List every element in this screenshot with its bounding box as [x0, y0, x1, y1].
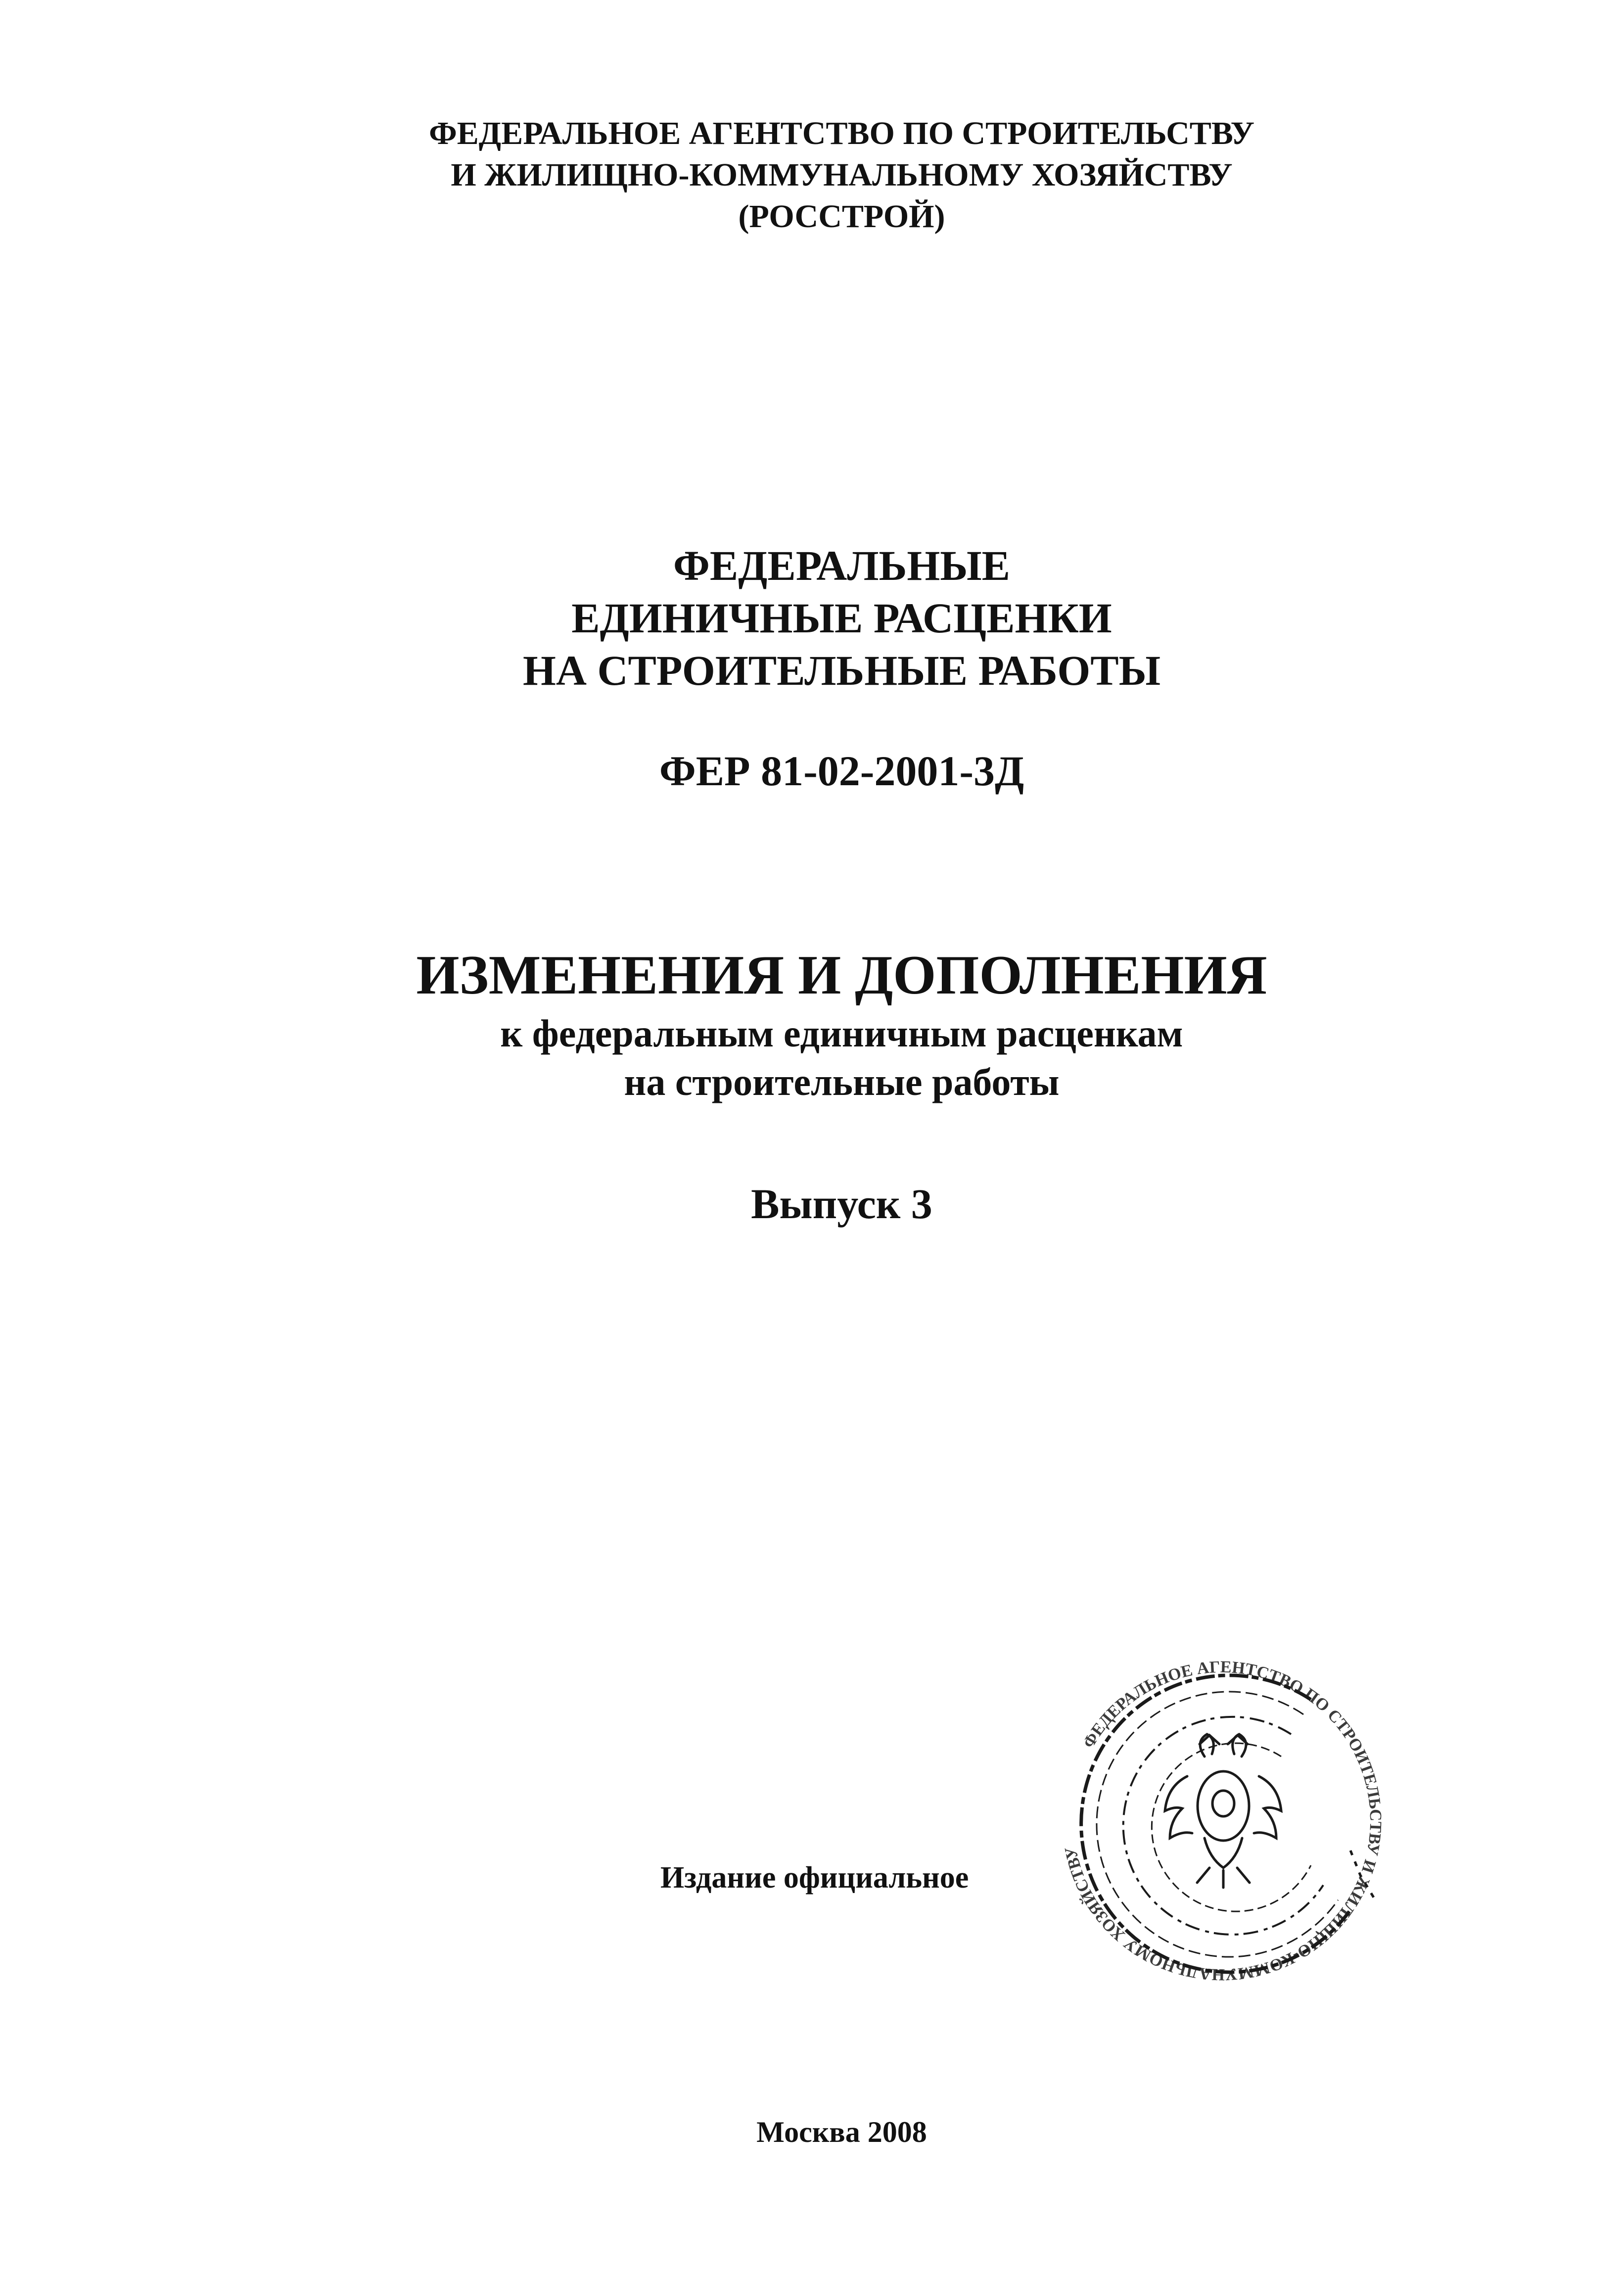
- agency-header: [30, 113, 1624, 237]
- title-line-2: ЕДИНИЧНЫЕ РАСЦЕНКИ: [571, 594, 1112, 642]
- official-seal-stamp: [1034, 1643, 1410, 1999]
- agency-line-2: И ЖИЛИЩНО-КОММУНАЛЬНОМУ ХОЗЯЙСТВУ: [451, 157, 1233, 193]
- issue-number: Выпуск 3: [751, 1180, 932, 1228]
- changes-heading: ИЗМЕНЕНИЯ И ДОПОЛНЕНИЯ: [416, 945, 1267, 1006]
- imprint-city-year: Москва 2008: [756, 2116, 927, 2148]
- edition-label: Издание официальное: [660, 1861, 969, 1895]
- changes-sub-line-2: на строительные работы: [624, 1060, 1060, 1103]
- title-line-1: ФЕДЕРАЛЬНЫЕ: [673, 542, 1011, 589]
- title-line-3: НА СТРОИТЕЛЬНЫЕ РАБОТЫ: [522, 647, 1161, 694]
- changes-sub-line-1: к федеральным единичным расценкам: [500, 1012, 1183, 1055]
- agency-line-1: ФЕДЕРАЛЬНОЕ АГЕНТСТВО ПО СТРОИТЕЛЬСТВУ: [429, 115, 1254, 151]
- document-title: [30, 539, 1624, 697]
- agency-line-3: (РОССТРОЙ): [738, 198, 945, 235]
- document-code: ФЕР 81-02-2001-3Д: [659, 747, 1024, 795]
- seal-outer-text: ФЕДЕРАЛЬНОЕ АГЕНТСТВО ПО СТРОИТЕЛЬСТВУ И ЖИЛИЩНО-КОММУНАЛЬНОМУ ХОЗЯЙСТВУ: [1061, 1658, 1385, 1984]
- double-headed-eagle-emblem: [1165, 1734, 1281, 1888]
- changes-subtitle: [30, 1009, 1624, 1106]
